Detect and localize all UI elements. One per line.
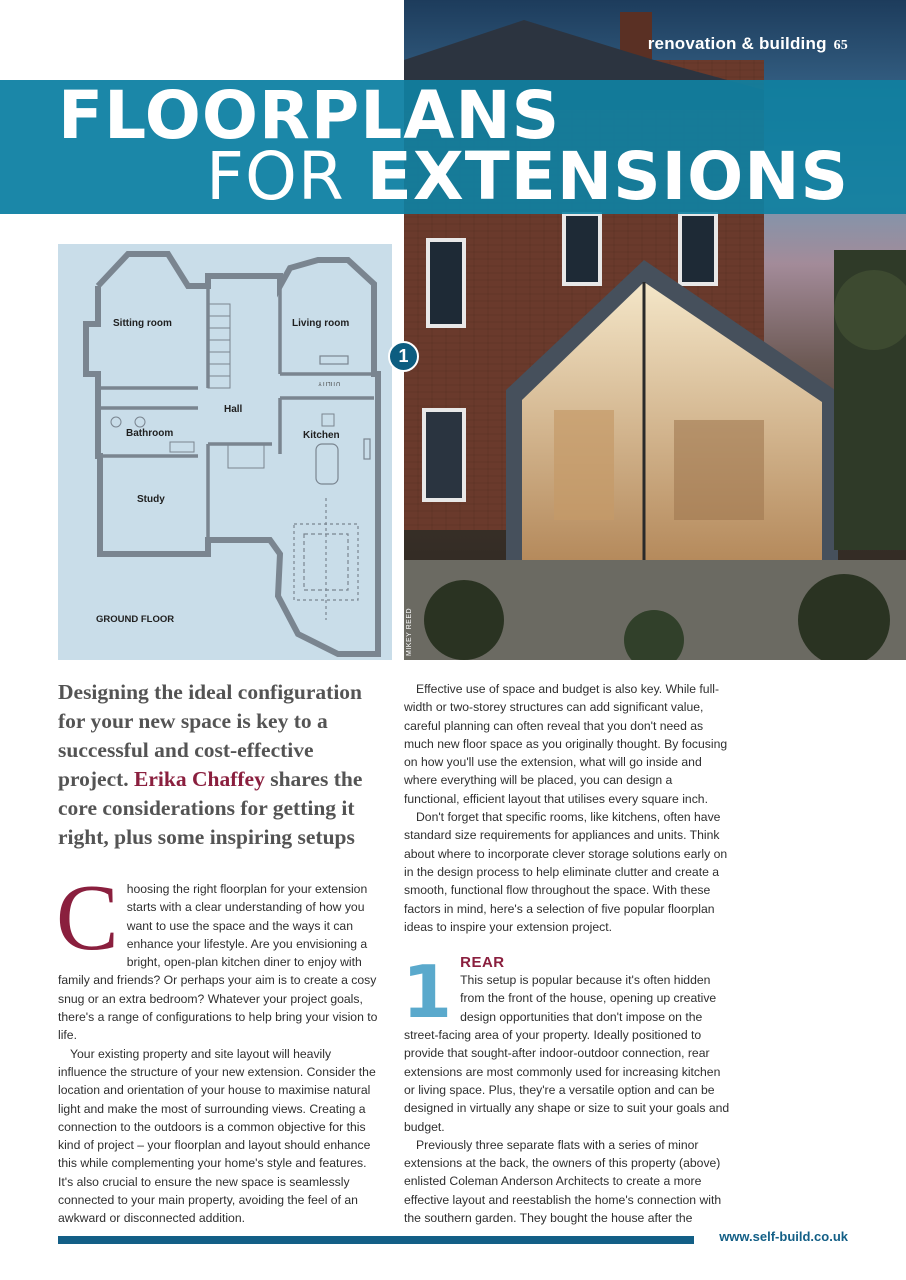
floorplan bbox=[58, 244, 392, 660]
section-tag-label: renovation & building bbox=[647, 34, 827, 53]
room-label-study: Study bbox=[137, 494, 165, 505]
photo-marker: 1 bbox=[388, 341, 419, 372]
title-for: FOR bbox=[206, 138, 345, 215]
drop-cap: C bbox=[56, 866, 119, 970]
room-label-utility: UTILITY bbox=[318, 380, 341, 386]
paragraph: Effective use of space and budget is also key. While full-width or two-storey structures can add significant value, careful planning can often reveal that you don't need as much new floor space as you originally thought. By focusing on how you'll use the extension, what will go inside and where everything will be placed, you can design a functional, efficient layout that utilises every square inch. bbox=[404, 682, 728, 806]
room-label-hall: Hall bbox=[224, 404, 243, 415]
standfirst-text-end: shares the core considerations for getting it right, plus some inspiring setups bbox=[58, 767, 363, 849]
page-title-line1: FLOORPLANS bbox=[58, 77, 561, 154]
title-extensions: EXTENSIONS bbox=[366, 138, 850, 215]
paragraph-text: hoosing the right floorplan for your extension starts with a clear understanding of how you want to use the space and the ways it can enhance your lifestyle. Are you envisioning a bright, open-plan kitchen diner to enjoy with family and friends? Or perhaps your aim is to create a cosy snug or an extra bedroom? Whatever your project goals, there's a range of configurations to help bring your vision to life. bbox=[58, 882, 378, 1043]
room-label-bathroom: Bathroom bbox=[126, 428, 174, 439]
spacer bbox=[404, 936, 730, 953]
page-number: 65 bbox=[833, 38, 848, 53]
body-column-left bbox=[56, 866, 378, 1228]
paragraph bbox=[56, 866, 378, 1045]
standfirst bbox=[58, 678, 388, 852]
room-label-kitchen: Kitchen bbox=[303, 430, 340, 441]
paragraph-text: This setup is popular because it's often hidden from the front of the house, opening up creative design opportunities that don't impose on the street-facing area of your property. Ideally positioned to provide that sought-after indoor-outdoor connection, rear extensions are most commonly used for increasing kitchen or living space. Plus, they're a versatile option and can be designed in virtually any shape or size to suit your goals and budget. bbox=[404, 973, 730, 1134]
paragraph: Don't forget that specific rooms, like kitchens, often have standard size requirements for appliances and units. Think about where to incorporate clever storage solutions early on in the design process to help eliminate clutter and create a smooth, functional flow throughout the space. With these factors in mind, here's a selection of five popular floorplan ideas to inspire your extension project. bbox=[404, 810, 728, 934]
photo-credit: MIKEY REED bbox=[406, 607, 413, 656]
author-name: Erika Chaffey bbox=[134, 767, 265, 791]
footer-rule bbox=[58, 1236, 694, 1244]
footer-url[interactable]: www.self-build.co.uk bbox=[719, 1229, 848, 1244]
page-title-line2 bbox=[206, 138, 850, 215]
floorplan-drawing bbox=[58, 244, 392, 660]
standfirst-text: Designing the ideal configuration for your new space is key to a successful and cost-effective project. bbox=[58, 680, 363, 791]
paragraph: Your existing property and site layout will heavily influence the structure of your new extension. Consider the location and orientation of your house to maximise natural light and make the most of surrounding views. Creating a connection to the outdoors is a common objective for this kind of project – your floorplan and layout should enhance this while complementing your home's style and features. It's also crucial to ensure the new space is seamlessly connected to your main property, avoiding the feel of an awkward or disconnected addition. bbox=[58, 1046, 376, 1226]
floor-label: GROUND FLOOR bbox=[96, 614, 175, 625]
section-heading: REAR bbox=[460, 954, 505, 972]
section-paragraph bbox=[402, 950, 730, 1136]
paragraph: Previously three separate flats with a series of minor extensions at the back, the owners of this property (above) enlisted Coleman Anderson Architects to create a more effective layout and reestablish the home's connection with the southern garden. They bought the house after the bbox=[404, 1137, 722, 1226]
body-column-right bbox=[404, 680, 730, 1227]
room-label-living: Living room bbox=[292, 318, 350, 329]
section-tag bbox=[648, 34, 848, 54]
section-number: 1 bbox=[402, 950, 453, 1035]
room-label-sitting: Sitting room bbox=[113, 318, 172, 329]
